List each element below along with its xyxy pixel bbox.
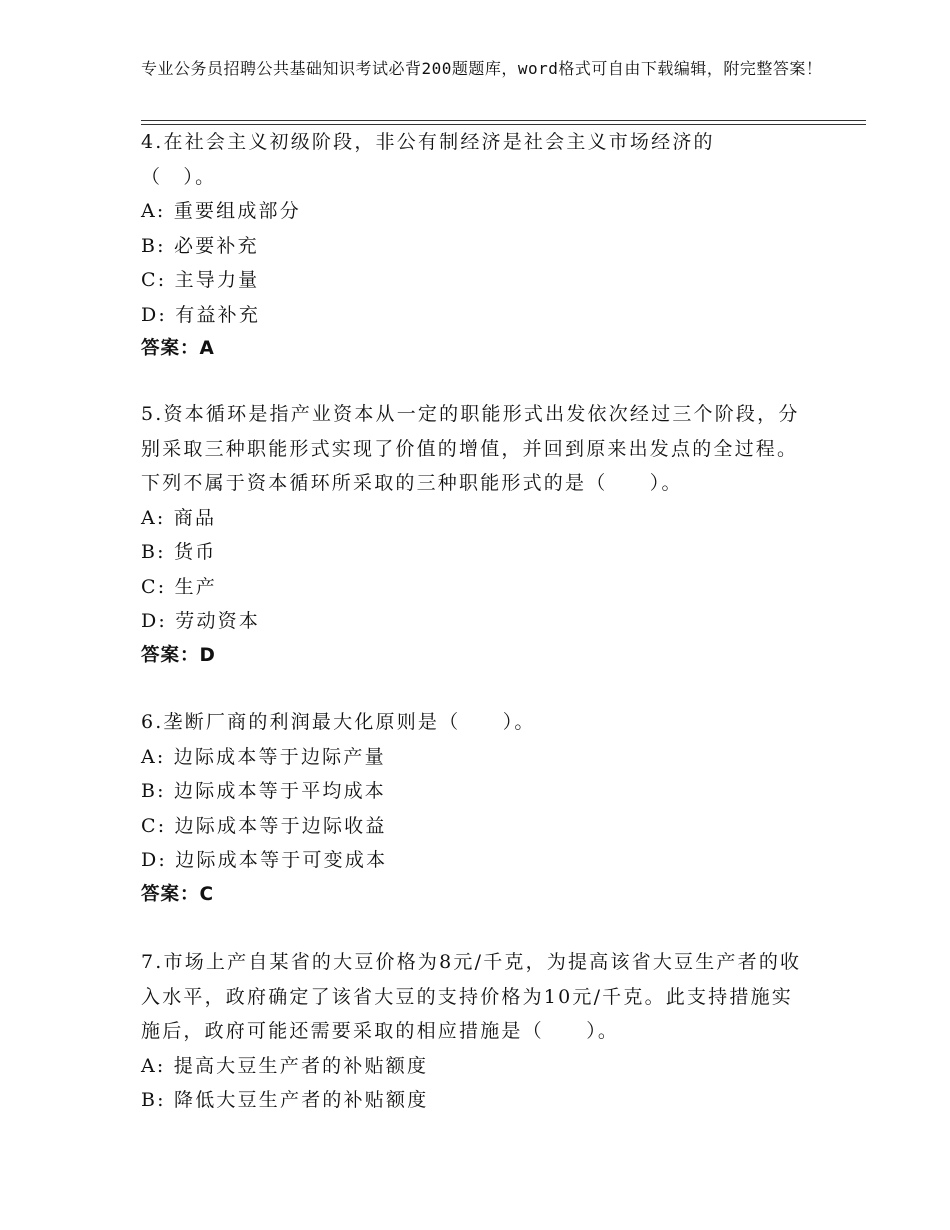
option-b: B: 必要补充	[141, 234, 259, 257]
answer-label: 答案：D	[141, 644, 216, 666]
option-c: C: 主导力量	[141, 269, 260, 291]
document-header: 专业公务员招聘公共基础知识考试必背200题题库，word格式可自由下载编辑，附完整答案！	[141, 59, 823, 78]
option-c: C: 边际成本等于边际收益	[141, 814, 387, 837]
option-b: B: 降低大豆生产者的补贴额度	[141, 1089, 429, 1111]
question-text: 5.资本循环是指产业资本从一定的职能形式出发依次经过三个阶段，分别采取三种职能形式实现了价值的增值，并回到原来出发点的全过程。下列不属于资本循环所采取的三种职能形式的是（ ）。	[141, 403, 800, 494]
answer-label: 答案：C	[141, 883, 215, 905]
option-d: D: 有益补充	[141, 303, 261, 326]
option-d: D: 劳动资本	[141, 610, 261, 632]
option-a: A: 商品	[141, 506, 217, 529]
answer-label: 答案：A	[141, 338, 215, 359]
question-text: 4.在社会主义初级阶段，非公有制经济是社会主义市场经济的（ ）。	[141, 131, 715, 188]
question-5	[141, 397, 821, 673]
option-a: A: 提高大豆生产者的补贴额度	[141, 1054, 429, 1077]
option-b: B: 货币	[141, 541, 217, 563]
question-text: 6.垄断厂商的利润最大化原则是（ ）。	[141, 711, 536, 733]
option-a: A: 边际成本等于边际产量	[141, 745, 386, 768]
question-7	[141, 945, 821, 1118]
option-a: A: 重要组成部分	[141, 200, 301, 222]
question-text: 7.市场上产自某省的大豆价格为8元/千克，为提高该省大豆生产者的收入水平，政府确定了该省大豆的支持价格为10元/千克。此支持措施实施后，政府可能还需要采取的相应措施是（ ）。	[141, 951, 802, 1042]
option-c: C: 生产	[141, 575, 217, 598]
option-d: D: 边际成本等于可变成本	[141, 849, 388, 871]
header-divider	[141, 120, 866, 121]
question-4	[141, 125, 821, 367]
question-6	[141, 705, 821, 912]
option-b: B: 边际成本等于平均成本	[141, 780, 387, 802]
